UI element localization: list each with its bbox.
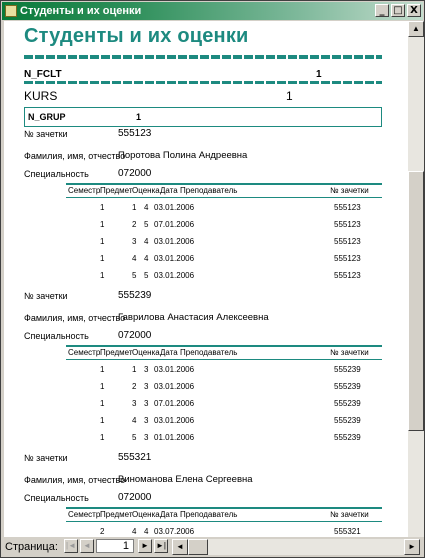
next-page-button[interactable]: ► (138, 539, 152, 553)
header-data: Дата (160, 510, 178, 519)
header-semestr: Семестр (68, 510, 101, 519)
cell-nomer: 555321 (334, 527, 361, 536)
cell-ocenka: 4 (144, 254, 149, 263)
cell-predmet: 5 (132, 433, 137, 442)
title-bar[interactable] (2, 2, 423, 20)
header-predmet: Предмет (100, 348, 133, 357)
table-top-rule (66, 183, 382, 185)
spec-label: Специальность (24, 331, 89, 341)
page-number-input[interactable]: 1 (96, 539, 134, 553)
cell-predmet: 3 (132, 237, 137, 246)
table-top-rule (66, 507, 382, 509)
header-data: Дата (160, 186, 178, 195)
fio-value: Виноманова Елена Сергеевна (118, 474, 253, 485)
fclt-value: 1 (316, 69, 322, 80)
cell-nomer: 555123 (334, 203, 361, 212)
cell-predmet: 4 (132, 416, 137, 425)
header-nomer: № зачетки (330, 510, 369, 519)
horizontal-scrollbar[interactable] (172, 539, 420, 555)
cell-ocenka: 3 (144, 433, 149, 442)
last-page-button[interactable]: ►| (154, 539, 168, 553)
scroll-thumb[interactable] (408, 171, 424, 431)
cell-ocenka: 5 (144, 220, 149, 229)
cell-data: 03.01.2006 (154, 203, 195, 212)
scroll-left-icon[interactable]: ◄ (172, 539, 188, 555)
cell-predmet: 5 (132, 271, 137, 280)
cell-nomer: 555123 (334, 254, 361, 263)
header-semestr: Семестр (68, 186, 101, 195)
header-prepod: Преподаватель (180, 348, 238, 357)
cell-semestr: 1 (100, 433, 105, 442)
cell-predmet: 4 (132, 527, 137, 536)
zachetka-label: № зачетки (24, 453, 68, 463)
cell-nomer: 555123 (334, 220, 361, 229)
header-ocenka: Оценка (132, 510, 160, 519)
fio-value: Поротова Полина Андреевна (118, 150, 248, 161)
cell-semestr: 1 (100, 237, 105, 246)
close-button[interactable]: X (407, 4, 421, 17)
table-top-rule (66, 345, 382, 347)
header-ocenka: Оценка (132, 186, 160, 195)
cell-data: 03.07.2006 (154, 527, 195, 536)
cell-ocenka: 4 (144, 237, 149, 246)
cell-nomer: 555239 (334, 433, 361, 442)
header-prepod: Преподаватель (180, 510, 238, 519)
group-box (24, 107, 382, 127)
spec-label: Специальность (24, 493, 89, 503)
cell-ocenka: 5 (144, 271, 149, 280)
spec-value: 072000 (118, 330, 152, 341)
cell-semestr: 1 (100, 399, 105, 408)
cell-data: 03.01.2006 (154, 365, 195, 374)
spec-label: Специальность (24, 169, 89, 179)
first-page-button[interactable]: |◄ (64, 539, 78, 553)
cell-ocenka: 3 (144, 399, 149, 408)
zachetka-label: № зачетки (24, 291, 68, 301)
header-prepod: Преподаватель (180, 186, 238, 195)
cell-predmet: 1 (132, 365, 137, 374)
cell-data: 03.01.2006 (154, 416, 195, 425)
maximize-button[interactable]: □ (391, 4, 405, 17)
kurs-label: KURS (24, 89, 58, 103)
grup-label: N_GRUP (28, 112, 66, 122)
header-ocenka: Оценка (132, 348, 160, 357)
fclt-rule (24, 81, 382, 84)
report-title: Студенты и их оценки (24, 25, 249, 47)
cell-nomer: 555239 (334, 365, 361, 374)
spec-value: 072000 (118, 168, 152, 179)
cell-predmet: 2 (132, 220, 137, 229)
header-data: Дата (160, 348, 178, 357)
cell-predmet: 3 (132, 399, 137, 408)
cell-nomer: 555123 (334, 237, 361, 246)
header-predmet: Предмет (100, 186, 133, 195)
scroll-right-icon[interactable]: ► (404, 539, 420, 555)
cell-nomer: 555239 (334, 416, 361, 425)
table-header-rule (66, 197, 382, 198)
report-icon (5, 5, 17, 17)
cell-semestr: 2 (100, 527, 105, 536)
cell-ocenka: 4 (144, 203, 149, 212)
header-nomer: № зачетки (330, 348, 369, 357)
header-predmet: Предмет (100, 510, 133, 519)
fio-label: Фамилия, имя, отчество (24, 475, 126, 485)
cell-predmet: 1 (132, 203, 137, 212)
cell-ocenka: 3 (144, 416, 149, 425)
cell-ocenka: 3 (144, 382, 149, 391)
cell-nomer: 555239 (334, 399, 361, 408)
cell-ocenka: 3 (144, 365, 149, 374)
fio-value: Гаврилова Анастасия Алексеевна (118, 312, 269, 323)
fclt-label: N_FCLT (24, 69, 62, 80)
spec-value: 072000 (118, 492, 152, 503)
cell-data: 03.01.2006 (154, 382, 195, 391)
cell-nomer: 555123 (334, 271, 361, 280)
cell-semestr: 1 (100, 382, 105, 391)
prev-page-button[interactable]: ◄ (80, 539, 94, 553)
table-header-rule (66, 359, 382, 360)
cell-predmet: 2 (132, 382, 137, 391)
header-semestr: Семестр (68, 348, 101, 357)
cell-predmet: 4 (132, 254, 137, 263)
zachetka-label: № зачетки (24, 129, 68, 139)
report-preview (4, 21, 408, 537)
page-label: Страница: (5, 541, 58, 553)
zachetka-value: 555239 (118, 290, 152, 301)
cell-semestr: 1 (100, 203, 105, 212)
cell-data: 03.01.2006 (154, 254, 195, 263)
navigation-bar (2, 537, 423, 557)
table-header-rule (66, 521, 382, 522)
horizontal-scroll-thumb[interactable] (188, 539, 208, 555)
cell-ocenka: 4 (144, 527, 149, 536)
zachetka-value: 555321 (118, 452, 152, 463)
vertical-scrollbar[interactable] (408, 21, 424, 537)
window-title: Студенты и их оценки (20, 5, 142, 17)
fio-label: Фамилия, имя, отчество (24, 151, 126, 161)
minimize-button[interactable]: _ (375, 4, 389, 17)
header-rule (24, 55, 382, 59)
cell-semestr: 1 (100, 220, 105, 229)
cell-data: 01.01.2006 (154, 433, 195, 442)
header-nomer: № зачетки (330, 186, 369, 195)
cell-data: 03.01.2006 (154, 271, 195, 280)
grup-value: 1 (136, 112, 142, 122)
cell-nomer: 555239 (334, 382, 361, 391)
cell-data: 07.01.2006 (154, 399, 195, 408)
cell-data: 07.01.2006 (154, 220, 195, 229)
fio-label: Фамилия, имя, отчество (24, 313, 126, 323)
zachetka-value: 555123 (118, 128, 152, 139)
cell-semestr: 1 (100, 254, 105, 263)
cell-semestr: 1 (100, 365, 105, 374)
scroll-up-icon[interactable]: ▲ (408, 21, 424, 37)
kurs-value: 1 (286, 89, 293, 103)
cell-semestr: 1 (100, 416, 105, 425)
cell-semestr: 1 (100, 271, 105, 280)
cell-data: 03.01.2006 (154, 237, 195, 246)
